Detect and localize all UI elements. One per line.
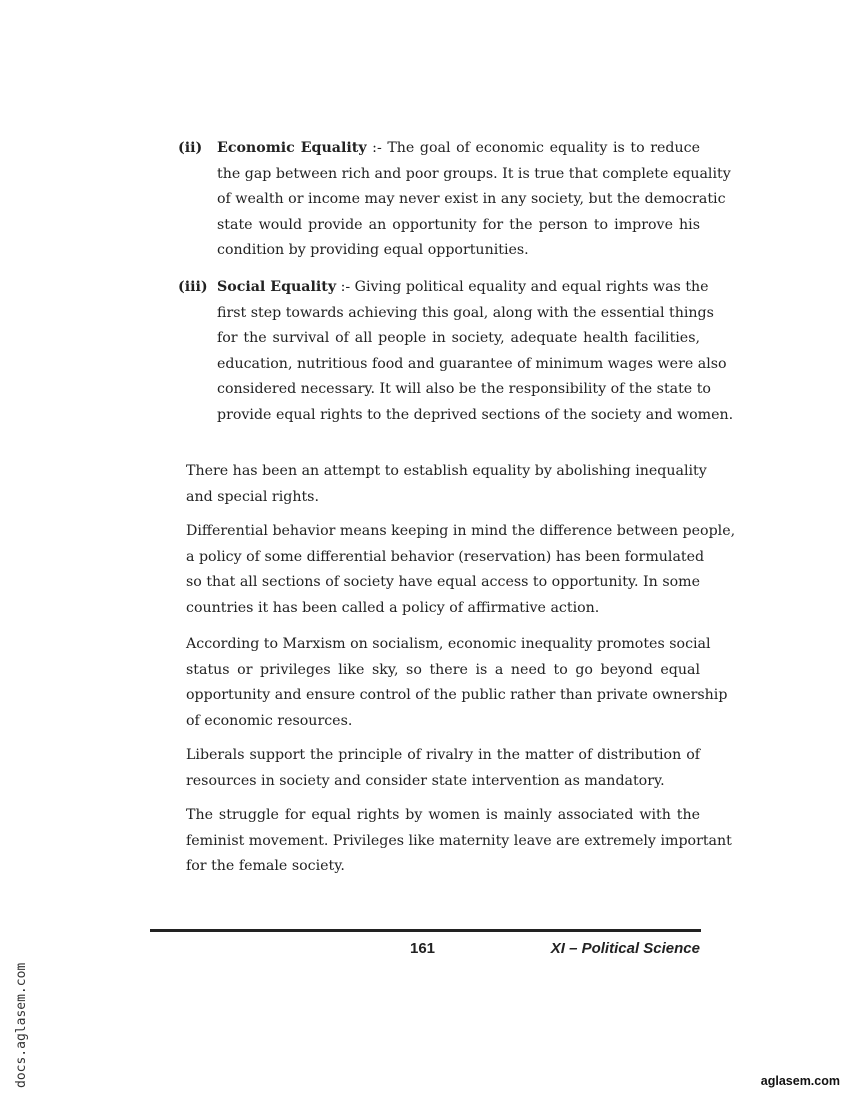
text-line: and special rights. bbox=[186, 488, 319, 505]
text-line: for the female society. bbox=[186, 858, 345, 874]
paragraph bbox=[217, 275, 734, 428]
paragraph bbox=[186, 459, 707, 510]
paragraph bbox=[186, 519, 736, 621]
text-line: for the survival of all people in society, adequate health facilities, bbox=[217, 330, 700, 346]
item-title: Social Equality bbox=[217, 279, 337, 295]
text-line: Economic Equality :- The goal of economic equality is to reduce bbox=[217, 140, 700, 156]
text-line: Liberals support the principle of rivalry in the matter of distribution of bbox=[186, 747, 700, 763]
text-line: education, nutritious food and guarantee of minimum wages were also bbox=[217, 355, 727, 372]
brand-text: aglasem.com bbox=[760, 1074, 840, 1088]
text-line: resources in society and consider state intervention as mandatory. bbox=[186, 772, 665, 789]
text-line: countries it has been called a policy of affirmative action. bbox=[186, 599, 600, 616]
text-line: of wealth or income may never exist in any society, but the democratic bbox=[217, 191, 726, 207]
item-label: (iii) bbox=[178, 279, 208, 295]
text-line: state would provide an opportunity for the person to improve his bbox=[217, 216, 700, 233]
text-line: condition by providing equal opportunities. bbox=[217, 242, 529, 258]
text-line: status or privileges like sky, so there is a need to go beyond equal bbox=[186, 661, 700, 678]
text-line: the gap between rich and poor groups. It is true that complete equality bbox=[217, 165, 731, 182]
text-line: so that all sections of society have equal access to opportunity. In some bbox=[186, 574, 700, 590]
item-title: Economic Equality bbox=[217, 140, 367, 156]
text-line: opportunity and ensure control of the public rather than private ownership bbox=[186, 687, 728, 703]
paragraph bbox=[186, 632, 728, 734]
text-line: a policy of some differential behavior (reservation) has been formulated bbox=[186, 548, 705, 565]
text-line: first step towards achieving this goal, along with the essential things bbox=[217, 304, 714, 321]
paragraph bbox=[186, 743, 700, 794]
footer-rule bbox=[150, 929, 701, 932]
side-watermark-text: docs.aglasem.com bbox=[14, 962, 29, 1088]
page-number: 161 bbox=[410, 940, 436, 957]
text-line: According to Marxism on socialism, economic inequality promotes social bbox=[186, 636, 711, 652]
text-line: of economic resources. bbox=[186, 712, 353, 729]
text-line: The struggle for equal rights by women is mainly associated with the bbox=[186, 807, 700, 823]
text-line: There has been an attempt to establish equality by abolishing inequality bbox=[186, 463, 707, 479]
text-line: Differential behavior means keeping in mind the difference between people, bbox=[186, 523, 736, 539]
text-line: Social Equality :- Giving political equality and equal rights was the bbox=[217, 279, 709, 295]
paragraph bbox=[186, 803, 732, 880]
book-title: XI – Political Science bbox=[550, 940, 700, 957]
paragraph bbox=[217, 136, 731, 264]
item-label: (ii) bbox=[178, 140, 203, 156]
text-line: considered necessary. It will also be the responsibility of the state to bbox=[217, 381, 711, 397]
text-line: provide equal rights to the deprived sections of the society and women. bbox=[217, 406, 734, 423]
text-line: feminist movement. Privileges like maternity leave are extremely important bbox=[186, 832, 732, 849]
